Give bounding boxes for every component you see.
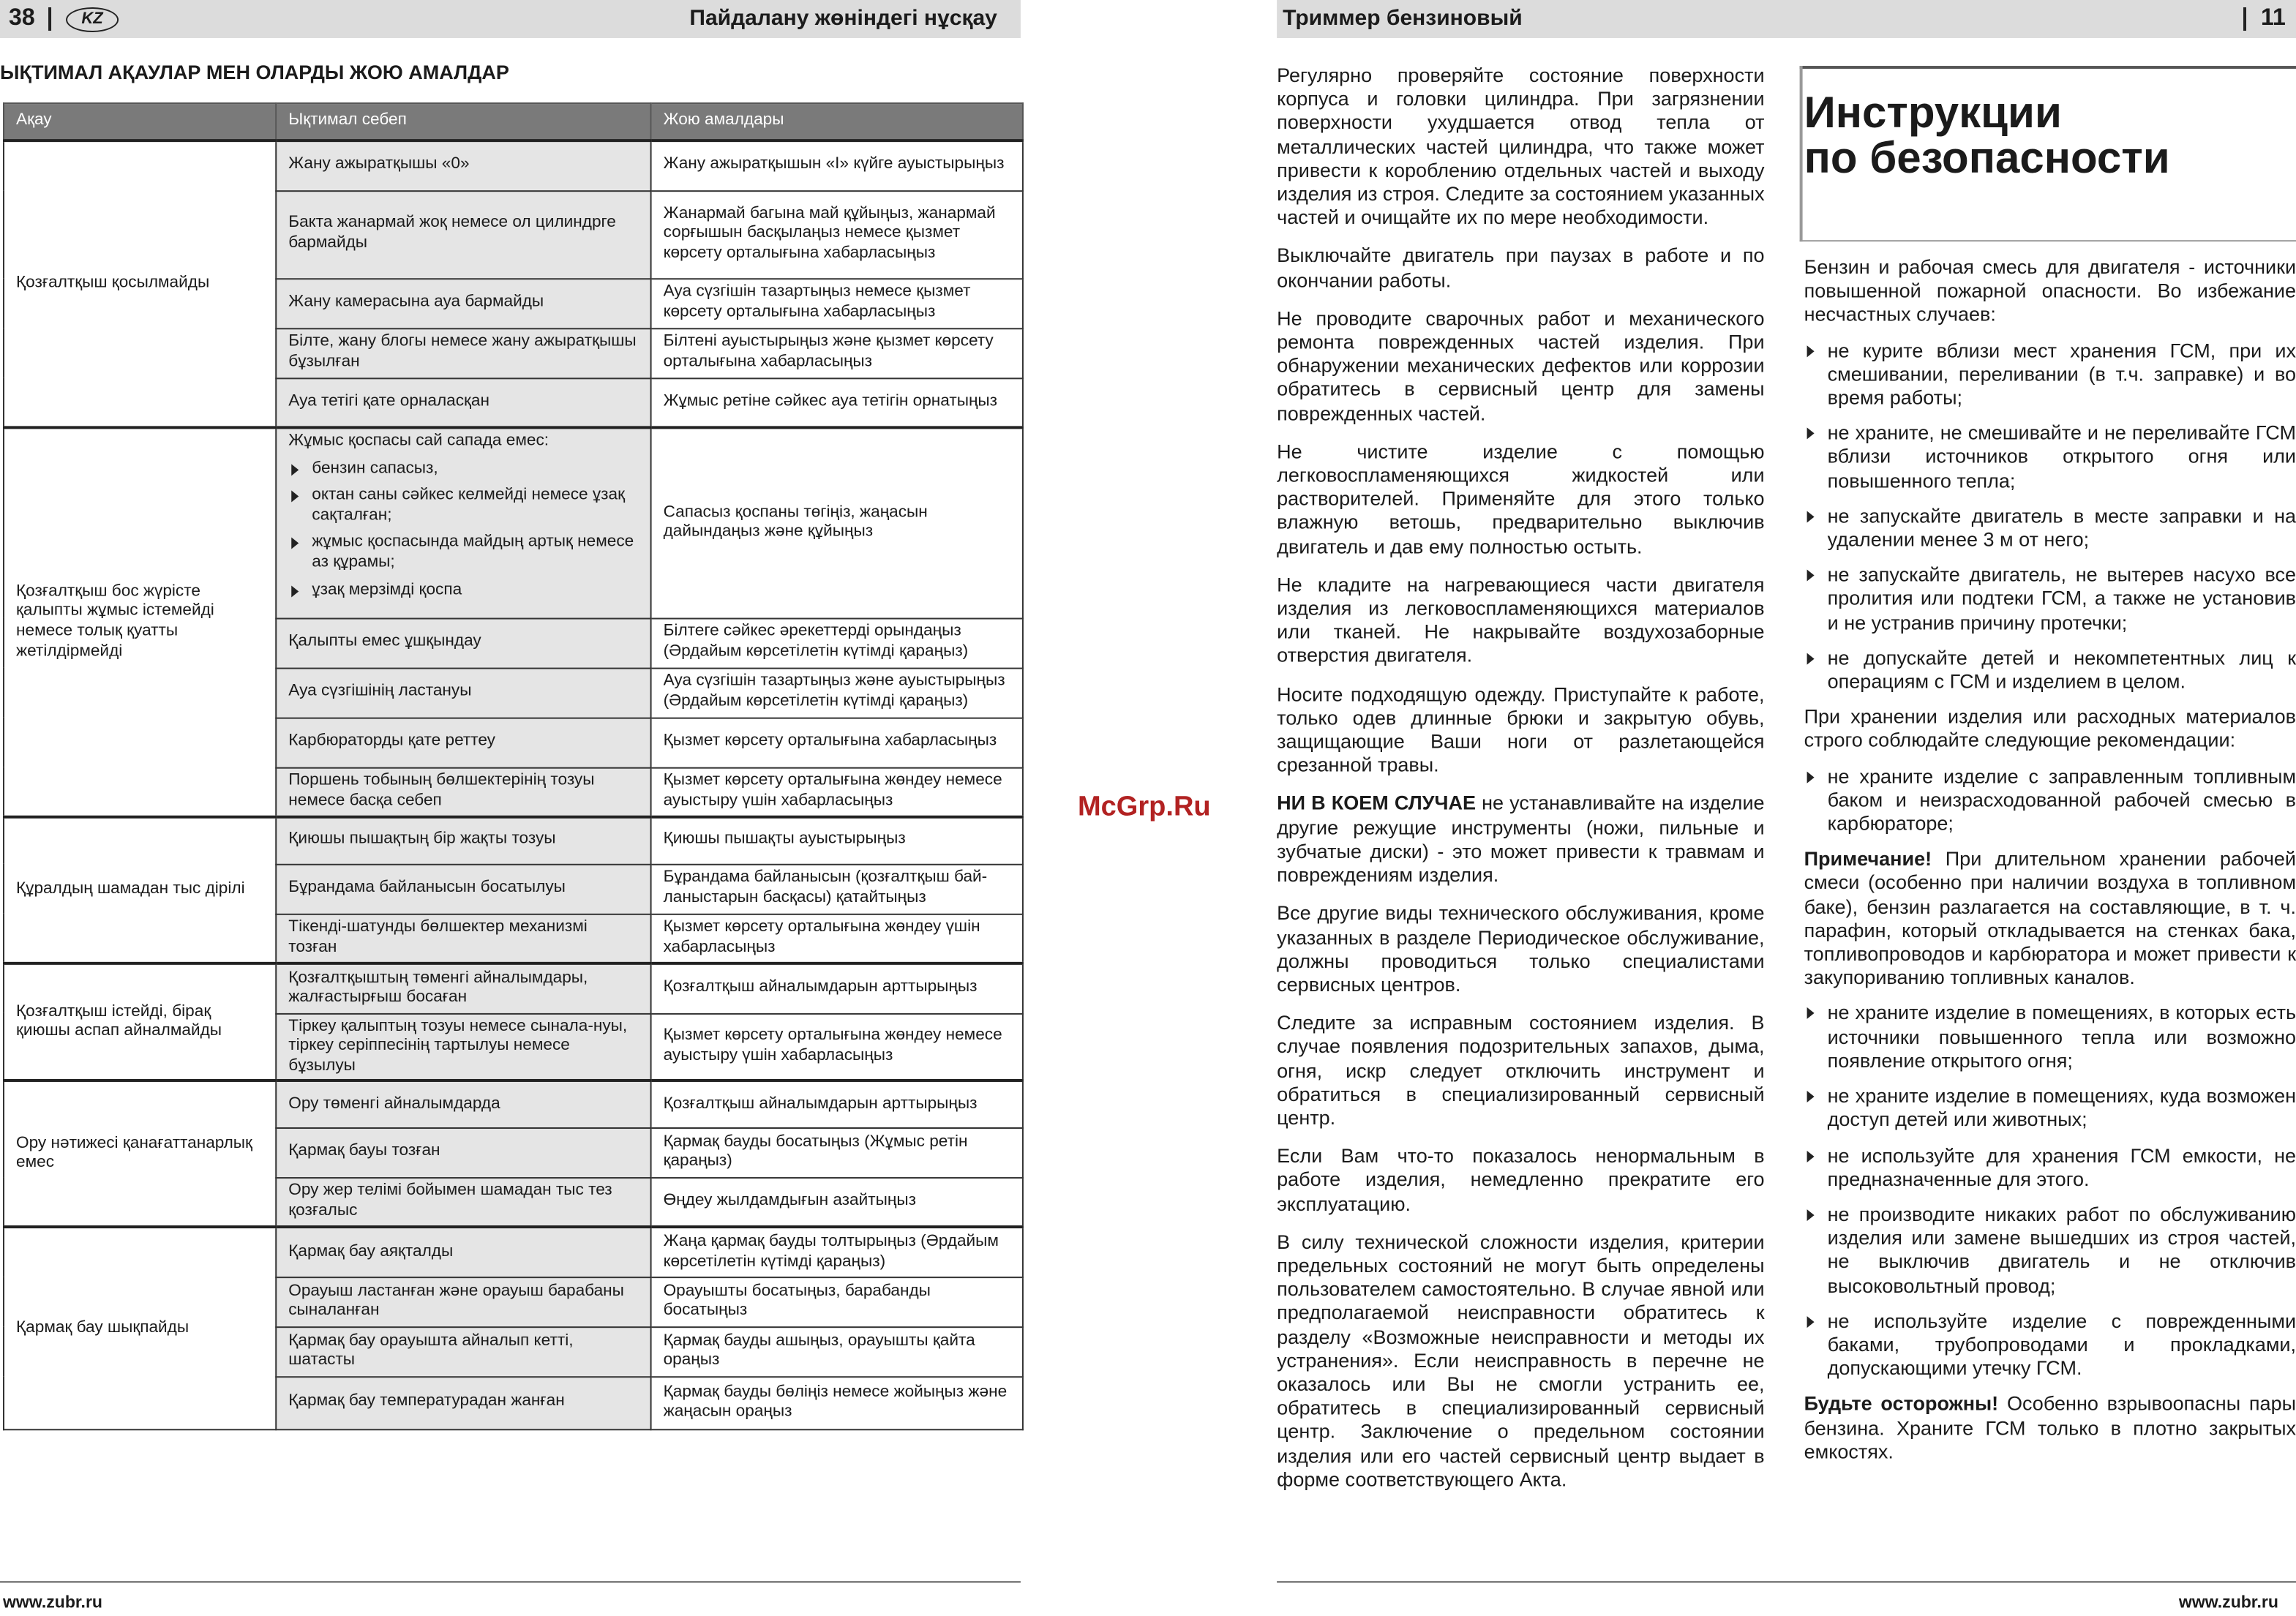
cause-cell: Қармақ бау температурадан жанған — [276, 1377, 650, 1429]
paragraph: Если Вам что-то показалось ненормальным в работе изделия, немедленно прекратите его эксплуатацию. — [1277, 1145, 1765, 1215]
cause-cell: Тіркеу қалыптың тозуы немесе сынала-нуы, тіркеу серіппесінің тартылуы немесе бұзылуы — [276, 1013, 650, 1081]
fix-cell: Қармақ бауды босатыңыз (Жұмыс ретін қараңыз) — [651, 1128, 1023, 1178]
safety-title-line1: Инструкции — [1804, 89, 2062, 138]
careful-paragraph — [1804, 1393, 2296, 1464]
safety-column-middle — [1277, 64, 1764, 1506]
left-footer-rule — [0, 1581, 1021, 1582]
list-item: не допускайте детей и некомпетентных лиц к операциям с ГСМ и изделием в целом. — [1804, 647, 2296, 694]
fault-cell: Қозғалтқыш қосылмайды — [4, 140, 276, 427]
cause-cell: Қиюшы пышақтың бір жақты тозуы — [276, 817, 650, 864]
paragraph: Следите за исправным состоянием изделия. В случае появления подозрительных запахов, дыма, огня, искр следует отключить инструмент и обратиться в специализированный сервисный центр. — [1277, 1012, 1765, 1129]
table-row — [4, 817, 1023, 864]
cause-cell: Ауа сүзгішінің ластануы — [276, 668, 650, 718]
list-item: не храните изделие с заправленным топливным баком и неизрасходованной рабочей смесью в карбюраторе; — [1804, 765, 2296, 836]
right-footer-rule — [1277, 1581, 2296, 1582]
cause-cell: Ору жер телімі бойымен шамадан тыс тез қозғалыс — [276, 1178, 650, 1228]
never-warning-label: НИ В КОЕМ СЛУЧАЕ — [1277, 792, 1477, 815]
fix-cell: Жану ажыратқышын «I» күйге ауыстырыңыз — [651, 140, 1023, 190]
header-divider — [2243, 7, 2246, 31]
cause-cell: Тікенді-шатунды бөлшектер механизмі тозған — [276, 914, 650, 963]
fix-cell: Сапасыз қоспаны төгіңіз, жаңасын дайындаңыз және құйыңыз — [651, 427, 1023, 617]
left-footer-url-link[interactable]: www.zubr.ru — [3, 1594, 102, 1612]
paragraph: При хранении изделия или расходных материалов строго соблюдайте следующие рекомендации: — [1804, 706, 2296, 752]
paragraph: В силу технической сложности изделия, критерии предельных состояний не могут быть определены пользователем самостоятельно. В случае явной или предполагаемой неисправности обратитесь к разделу «Возможные неисправности и методы их устранения». Если неисправность в перечне не оказалось или Вы не смогли устранить ее, обратитесь в специализированный сервисный центр. Заключение о предельном состоянии изделия или его частей сервисный центр выдает в форме соответствующего Акта. — [1277, 1230, 1765, 1490]
list-item: не храните, не смешивайте и не переливайте ГСМ вблизи источников открытого огня или повышенного тепла; — [1804, 422, 2296, 493]
cause-cell: Қозғалтқыштың төменгі айналымдары, жалғастырғыш босаған — [276, 963, 650, 1013]
storage-list-2 — [1804, 1002, 2296, 1381]
cause-cell: Қалыпты емес ұшқындау — [276, 618, 650, 668]
paragraph: Все другие виды технического обслуживания, кроме указанных в разделе Периодическое обслуживание, должны проводиться только специалистами сервисных центров. — [1277, 902, 1765, 996]
cause-cell: Білте, жану блогы немесе жану ажыратқышы бұзылған — [276, 328, 650, 377]
right-header-bar — [1277, 0, 2296, 38]
list-item: не храните изделие в помещениях, куда возможен доступ детей или животных; — [1804, 1085, 2296, 1132]
table-row — [4, 1228, 1023, 1277]
list-item: октан саны сәйкес келмейді немесе ұзақ сақталған; — [288, 486, 638, 526]
title-bottom-rule — [1800, 240, 2296, 241]
paragraph: Не проводите сварочных работ и механического ремонта поврежденных частей изделия. При обнаружении механических дефектов или коррозии обратитесь в сервисный центр для замены поврежденных частей. — [1277, 307, 1765, 424]
right-page-number: 11 — [2261, 6, 2286, 31]
careful-label: Будьте осторожны! — [1804, 1392, 1999, 1415]
cause-cell: Бұрандама байланысын босатылуы — [276, 864, 650, 914]
never-warning-text: не устанавливайте на изделие другие режущие инструменты (ножи, пильные и зубчатые диски) - это может привести к травмам и повреждениям изделия. — [1277, 792, 1765, 886]
fix-cell: Білтеге сәйкес әрекеттерді орындаңыз (Әрдайым көрсетілетін күтімді қараңыз) — [651, 618, 1023, 668]
table-row — [4, 140, 1023, 190]
paragraph: Бензин и рабочая смесь для двигателя - источники повышенной пожарной опасности. Во избежание несчастных случаев: — [1804, 256, 2296, 326]
note-paragraph — [1804, 848, 2296, 991]
cause-bullet-list — [288, 459, 638, 601]
cause-cell — [276, 427, 650, 617]
note-text: При длительном хранении рабочей смеси (особенно при наличии воздуха в топливном баке), бензин разлагается на составляющие, в т. ч. парафин, который откладывается на стенках бака, топливопроводов и карбюратора и может привести к закупориванию топливных каналов. — [1804, 848, 2296, 989]
cause-cell: Поршень тобының бөлшектерінің тозуы немесе басқа себеп — [276, 767, 650, 817]
paragraph: Носите подходящую одежду. Приступайте к работе, только одев длинные брюки и закрытую обувь, защищающие Ваши ноги от разлетающейся срезанной травы. — [1277, 683, 1765, 777]
safety-column-right — [1804, 256, 2296, 1476]
fault-cell: Қозғалтқыш істейді, бірақ қиюшы аспап айналмайды — [4, 963, 276, 1081]
header-divider — [48, 7, 51, 31]
right-footer-url-link[interactable]: www.zubr.ru — [2178, 1594, 2278, 1612]
list-item: не храните изделие в помещениях, в которых есть источники повышенного тепла или возможно появление открытого огня; — [1804, 1002, 2296, 1073]
paragraph: Выключайте двигатель при паузах в работе и по окончании работы. — [1277, 245, 1765, 291]
title-side-rule — [1800, 66, 1803, 241]
kz-language-badge: KZ — [66, 7, 119, 32]
cause-cell: Бакта жанармай жоқ немесе ол цилиндрге бармайды — [276, 190, 650, 278]
paragraph: Регулярно проверяйте состояние поверхности корпуса и головки цилиндра. При загрязнении поверхности ухудшается отвод тепла от металлических частей цилиндра, что также может привести к короблению отдельных частей и выходу изделия из строя. Следите за состоянием указанных частей и очищайте их по мере необходимости. — [1277, 64, 1765, 229]
cause-cell: Қармақ бау аяқталды — [276, 1228, 650, 1277]
cause-cell: Жану камерасына ауа бармайды — [276, 278, 650, 328]
cause-cell: Қармақ бау орауышта айналып кетті, шатасты — [276, 1327, 650, 1377]
table-row — [4, 963, 1023, 1013]
left-header-bar — [0, 0, 1021, 38]
fix-cell: Орауышты босатыңыз, барабанды босатыңыз — [651, 1277, 1023, 1327]
title-top-rule — [1800, 66, 2296, 69]
list-item: не производите никаких работ по обслуживанию изделия или замене вышедших из строя частей, не выключив двигатель и не отключив высоковольтный провод; — [1804, 1203, 2296, 1299]
fix-cell: Білтені ауыстырыңыз және қызмет көрсету орталығына хабарласыңыз — [651, 328, 1023, 377]
fix-cell: Ауа сүзгішін тазартыңыз немесе қызмет көрсету орталығына хабарласыңыз — [651, 278, 1023, 328]
paragraph: Не кладите на нагревающиеся части двигателя изделия из легковоспламеняющихся материалов или тканей. Не накрывайте воздухозаборные отверстия двигателя. — [1277, 574, 1765, 667]
header-cause: Ықтимал себеп — [276, 103, 650, 140]
fix-cell: Қызмет көрсету орталығына жөндеу немесе ауыстыру үшін хабарласыңыз — [651, 767, 1023, 817]
list-item: бензин сапасыз, — [288, 459, 638, 479]
list-item: не используйте изделие с поврежденными баками, трубопроводами и прокладками, допускающими утечку ГСМ. — [1804, 1310, 2296, 1381]
fix-cell: Бұрандама байланысын (қозғалтқыш бай-ланыстарын басқасы) қатайтыңыз — [651, 864, 1023, 914]
fix-cell: Қармақ бауды бөліңіз немесе жойыңыз және жаңасын ораңыз — [651, 1377, 1023, 1429]
header-fault: Ақау — [4, 103, 276, 140]
cause-cell: Карбюраторды қате реттеу — [276, 718, 650, 767]
list-item: жұмыс қоспасында майдың артық немесе аз құрамы; — [288, 533, 638, 573]
table-row — [4, 427, 1023, 617]
cause-cell: Орауыш ластанған және орауыш барабаны сыналанған — [276, 1277, 650, 1327]
paragraph: Не чистите изделие с помощью легковоспламеняющихся жидкостей или растворителей. Применяйте для этого только влажную ветошь, предварительно выключив двигатель и дав ему полностью остыть. — [1277, 440, 1765, 557]
list-item: ұзақ мерзімді қоспа — [288, 581, 638, 601]
left-header-title: Пайдалану жөніндегі нұсқау — [689, 6, 997, 31]
fault-cell: Ору нәтижесі қанағаттанарлық емес — [4, 1081, 276, 1228]
careful-text: Особенно взрывоопасны пары бензина. Храните ГСМ только в плотно закрытых емкостях. — [1804, 1392, 2296, 1462]
fix-cell: Ауа сүзгішін тазартыңыз және ауыстырыңыз (Әрдайым көрсетілетін күтімді қараңыз) — [651, 668, 1023, 718]
fix-cell: Жанармай багына май құйыңыз, жанармай сорғышын басқылаңыз немесе қызмет көрсету орталығына хабарласыңыз — [651, 190, 1023, 278]
fix-cell: Қармақ бауды ашыңыз, орауышты қайта ораңыз — [651, 1327, 1023, 1377]
safety-title-line2: по безопасности — [1804, 135, 2170, 184]
fault-cell: Қармақ бау шықпайды — [4, 1228, 276, 1429]
safety-title — [1804, 89, 2170, 184]
fix-cell: Қозғалтқыш айналымдарын арттырыңыз — [651, 1081, 1023, 1128]
fix-cell: Қызмет көрсету орталығына жөндеу немесе ауыстыру үшін хабарласыңыз — [651, 1013, 1023, 1081]
left-page-number: 38 — [9, 6, 35, 31]
cause-cell: Қармақ бауы тозған — [276, 1128, 650, 1178]
fix-cell: Қозғалтқыш айналымдарын арттырыңыз — [651, 963, 1023, 1013]
header-fix: Жою амалдары — [651, 103, 1023, 140]
list-item: не запускайте двигатель в месте заправки и на удалении менее 3 м от него; — [1804, 505, 2296, 552]
table-header-row — [4, 103, 1023, 140]
paragraph-never — [1277, 793, 1764, 888]
table-row — [4, 1081, 1023, 1128]
cause-cell: Ауа тетігі қате орналасқан — [276, 377, 650, 427]
fault-cell: Құралдың шамадан тыс дірілі — [4, 817, 276, 963]
cause-cell: Жану ажыратқышы «0» — [276, 140, 650, 190]
list-item: не запускайте двигатель, не вытерев насухо все пролития или подтеки ГСМ, а также не установив и не устранив причину протечки; — [1804, 564, 2296, 635]
troubleshooting-table — [3, 102, 1024, 1430]
fix-cell: Қиюшы пышақты ауыстырыңыз — [651, 817, 1023, 864]
list-item: не используйте для хранения ГСМ емкости, не предназначенные для этого. — [1804, 1144, 2296, 1192]
fix-cell: Өңдеу жылдамдығын азайтыңыз — [651, 1178, 1023, 1228]
troubleshooting-title: ЫҚТИМАЛ АҚАУЛАР МЕН ОЛАРДЫ ЖОЮ АМАЛДАР — [0, 61, 509, 84]
fault-cell: Қозғалтқыш бос жүрісте қалыпты жұмыс істемейді немесе толық қуатты жетілдірмейді — [4, 427, 276, 816]
storage-list — [1804, 765, 2296, 836]
fix-cell: Қызмет көрсету орталығына жөндеу үшін хабарласыңыз — [651, 914, 1023, 963]
fix-cell: Жаңа қармақ бауды толтырыңыз (Әрдайым көрсетілетін күтімді қараңыз) — [651, 1228, 1023, 1277]
cause-text: Жұмыс қоспасы сай сапада емес: — [288, 432, 549, 450]
right-header-title: Триммер бензиновый — [1283, 6, 1523, 31]
note-label: Примечание! — [1804, 848, 1932, 871]
list-item: не курите вблизи мест хранения ГСМ, при их смешивании, переливании (в т.ч. заправке) и во время работы; — [1804, 339, 2296, 410]
watermark: McGrp.Ru — [1077, 792, 1211, 823]
cause-cell: Ору төменгі айналымдарда — [276, 1081, 650, 1128]
fix-cell: Жұмыс ретіне сәйкес ауа тетігін орнатыңыз — [651, 377, 1023, 427]
fuel-safety-list — [1804, 339, 2296, 695]
fix-cell: Қызмет көрсету орталығына хабарласыңыз — [651, 718, 1023, 767]
